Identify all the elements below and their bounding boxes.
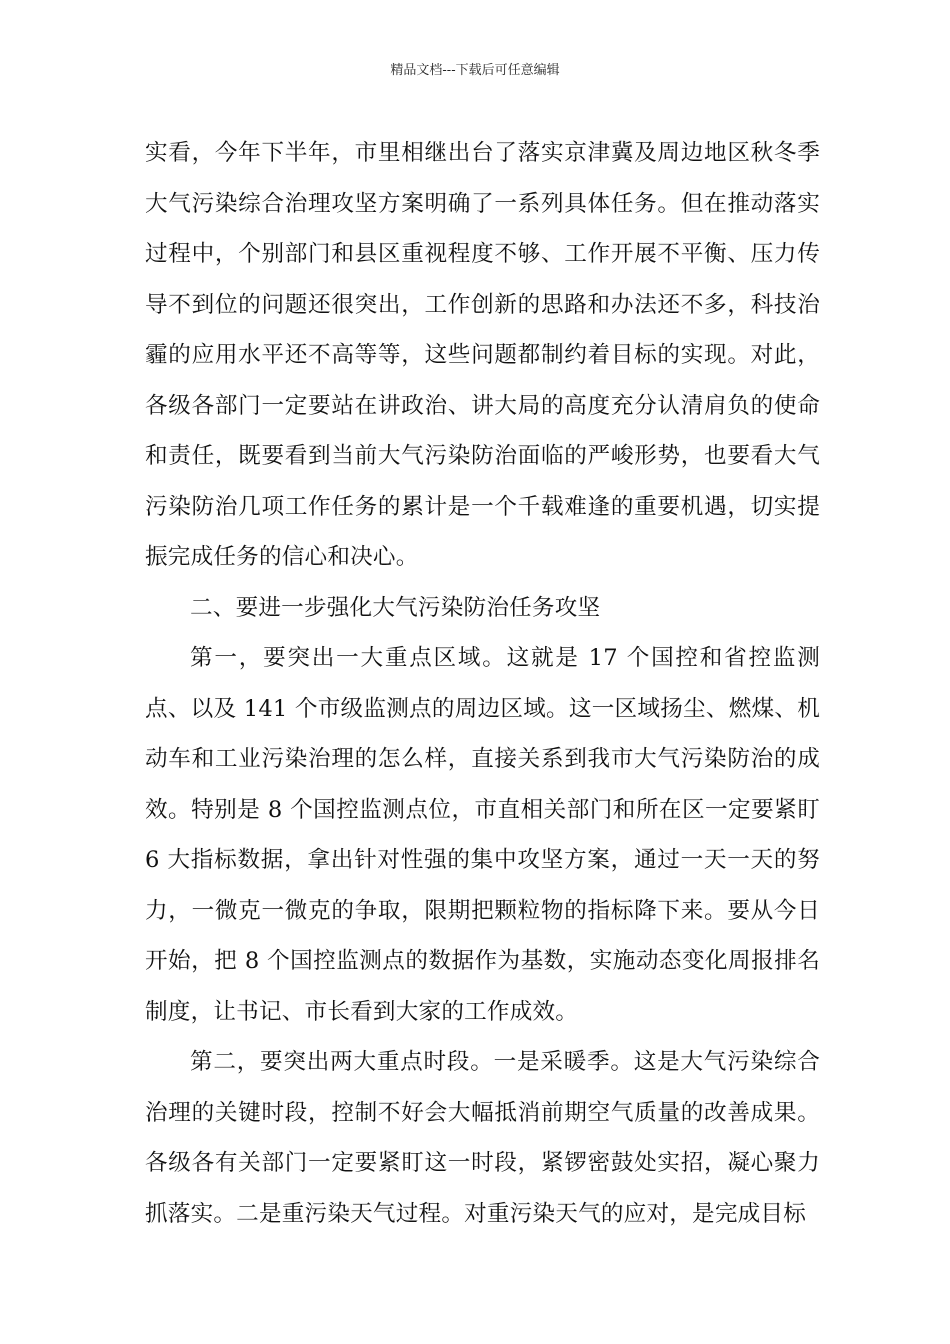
paragraph-first-point: 第一，要突出一大重点区域。这就是 17 个国控和省控监测点、以及 141 个市级监测点的周边区域。这一区域扬尘、燃煤、机动车和工业污染治理的怎么样，直接关系到我市大气污染防治的成效。特别是 8 个国控监测点位，市直相关部门和所在区一定要紧盯 6 大指标数据，拿出针对性强的集中攻坚方案，通过一天一天的努力，一微克一微克的争取，限期把颗粒物的指标降下来。要从今日开始，把 8 个国控监测点的数据作为基数，实施动态变化周报排名制度，让书记、市长看到大家的工作成效。 (145, 645, 820, 1025)
paragraph-second-point: 第二，要突出两大重点时段。一是采暖季。这是大气污染综合治理的关键时段，控制不好会大幅抵消前期空气质量的改善成果。各级各有关部门一定要紧盯这一时段，紧锣密鼓处实招，凝心聚力抓落实。二是重污染天气过程。对重污染天气的应对，是完成目标 (145, 1049, 820, 1227)
document-body (145, 128, 820, 1239)
section-heading: 二、要进一步强化大气污染防治任务攻坚 (190, 594, 601, 621)
page-header: 精品文档---下载后可任意编辑 (390, 63, 560, 78)
paragraph-continuation: 实看，今年下半年，市里相继出台了落实京津冀及周边地区秋冬季大气污染综合治理攻坚方案明确了一系列具体任务。但在推动落实过程中，个别部门和县区重视程度不够、工作开展不平衡、压力传导不到位的问题还很突出，工作创新的思路和办法还不多，科技治霾的应用水平还不高等等，这些问题都制约着目标的实现。对此，各级各部门一定要站在讲政治、讲大局的高度充分认清肩负的使命和责任，既要看到当前大气污染防治面临的严峻形势，也要看大气污染防治几项工作任务的累计是一个千载难逢的重要机遇，切实提振完成任务的信心和决心。 (145, 140, 820, 570)
